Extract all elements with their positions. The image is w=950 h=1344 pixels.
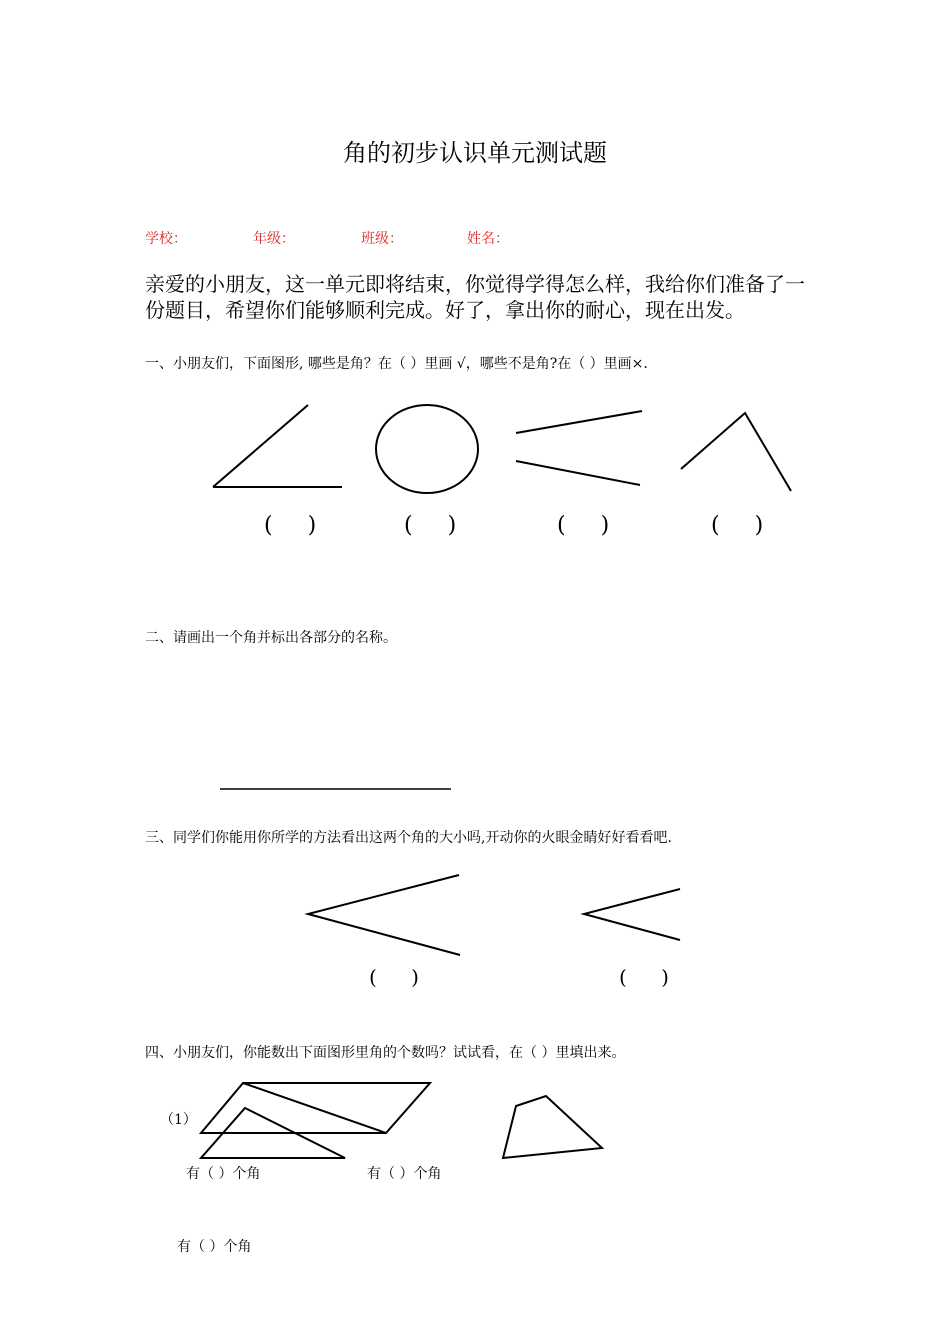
question-4-text: 四、小朋友们，你能数出下面图形里角的个数吗？试试看，在（ ）里填出来。 — [145, 1045, 626, 1061]
q3-answer-blank-2[interactable]: ( ) — [619, 965, 683, 989]
q4-answer-1[interactable]: 有（ ）个角 — [186, 1166, 261, 1182]
name-field-label: 姓名： — [467, 231, 509, 247]
q4-answer-2[interactable]: 有（ ）个角 — [367, 1166, 442, 1182]
q4-figure-quadrilateral — [503, 1096, 602, 1158]
q1-answer-blank-1[interactable]: ( ) — [264, 513, 331, 538]
q3-angle-small — [584, 889, 680, 940]
question-2-text: 二、请画出一个角并标出各部分的名称。 — [145, 630, 397, 646]
q4-figure-parallelogram — [201, 1083, 430, 1158]
q1-answer-blank-3[interactable]: ( ) — [557, 513, 624, 538]
q4-answer-3[interactable]: 有（ ）个角 — [177, 1239, 252, 1255]
question-1-text: 一、小朋友们，下面图形, 哪些是角？在（ ）里画 √，哪些不是角?在（ ）里画×. — [145, 356, 648, 372]
class-field-label: 班级： — [361, 231, 403, 247]
q1-figure-peak-angle — [681, 413, 791, 491]
q1-figure-circle — [376, 405, 478, 493]
question-3-text: 三、同学们你能用你所学的方法看出这两个角的大小吗,开动你的火眼金睛好好看看吧. — [145, 830, 672, 846]
q1-figure-angle — [213, 405, 342, 487]
q3-angle-large — [308, 875, 460, 955]
q1-figure-open-lines — [516, 411, 642, 485]
school-field-label: 学校： — [145, 231, 187, 247]
q1-answer-blank-2[interactable]: ( ) — [404, 513, 471, 538]
page-title: 角的初步认识单元测试题 — [343, 139, 607, 167]
q1-answer-blank-4[interactable]: ( ) — [711, 513, 778, 538]
grade-field-label: 年级： — [253, 231, 295, 247]
q4-item-label-1: （1） — [160, 1112, 197, 1128]
q3-answer-blank-1[interactable]: ( ) — [369, 965, 433, 989]
intro-paragraph: 亲爱的小朋友，这一单元即将结束，你觉得学得怎么样，我给你们准备了一份题目，希望你们能够顺利完成。好了，拿出你的耐心，现在出发。 — [145, 272, 805, 322]
